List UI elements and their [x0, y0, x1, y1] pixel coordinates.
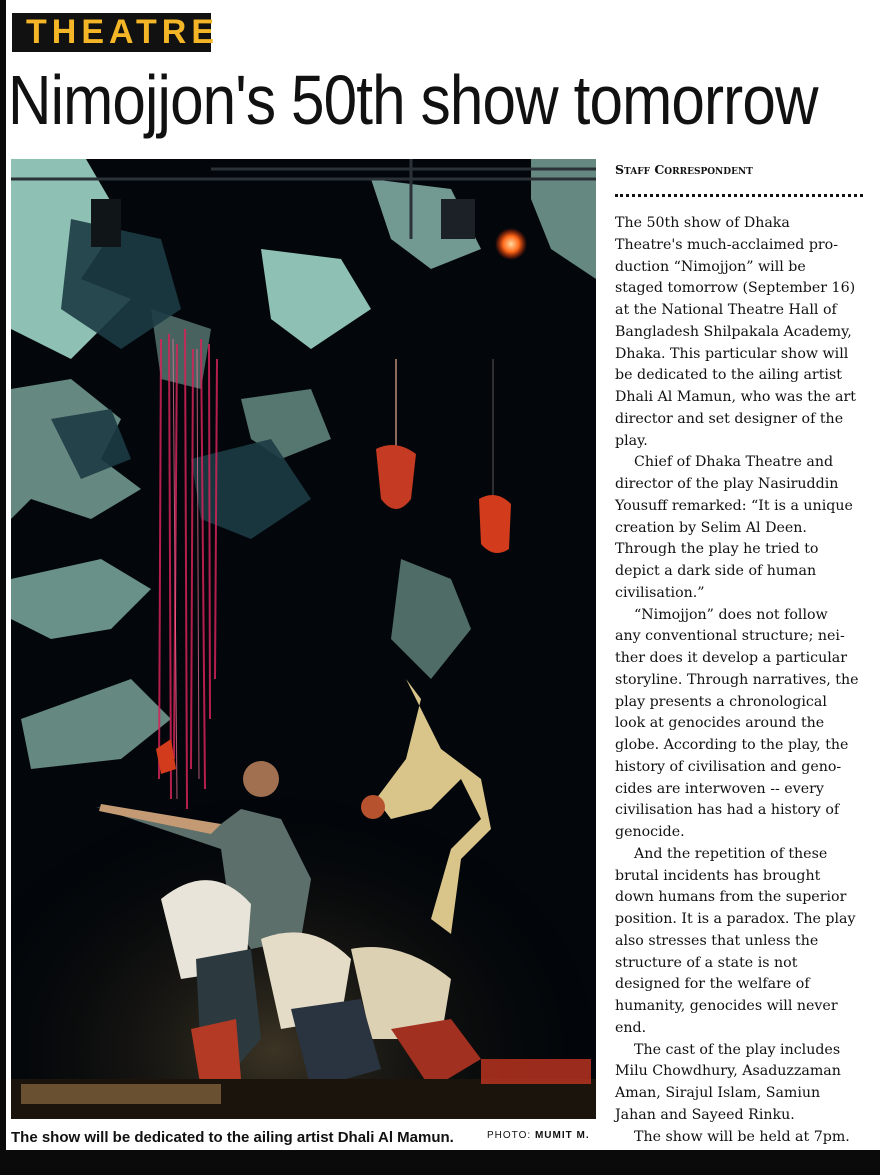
paragraph-4: [615, 844, 867, 1040]
story-line: down humans from the superior: [615, 889, 847, 906]
byline: Staff Correspondent: [615, 162, 753, 177]
story-line: look at genocides around the: [615, 715, 825, 732]
story-line: Yousuff remarked: “It is a unique: [615, 497, 853, 514]
photo-caption: The show will be dedicated to the ailing artist Dhali Al Mamun.: [11, 1129, 454, 1146]
paragraph-5: [615, 1040, 867, 1127]
paragraph-6: [615, 1127, 867, 1149]
story-line: Theatre's much-acclaimed pro-: [615, 236, 839, 253]
headline: Nimojjon's 50th show tomorrow: [8, 61, 818, 139]
story-line: civilisation.”: [615, 584, 705, 601]
story-line: globe. According to the play, the: [615, 737, 849, 753]
byline-divider: [615, 194, 863, 197]
bottom-border-bar: [0, 1150, 880, 1175]
story-line: Dhaka. This particular show will: [615, 345, 849, 362]
story-line: at the National Theatre Hall of: [615, 302, 837, 318]
story-line: Chief of Dhaka Theatre and: [634, 454, 834, 471]
story-line: cides are interwoven -- every: [615, 780, 824, 797]
story-line: genocide.: [615, 824, 685, 840]
story-line: play.: [615, 432, 648, 449]
story-line: end.: [615, 1019, 647, 1036]
left-border-bar: [0, 0, 6, 1150]
story-line: humanity, genocides will never: [615, 998, 838, 1014]
photo-credit-label: PHOTO:: [487, 1130, 532, 1141]
story-line: staged tomorrow (September 16): [615, 280, 856, 297]
photo-credit-name: MUMIT M.: [534, 1130, 590, 1141]
story-line: ther does it develop a particular: [615, 650, 848, 666]
story-line: be dedicated to the ailing artist: [615, 367, 842, 384]
story-line: Through the play he tried to: [615, 541, 819, 558]
paragraph-1: [615, 213, 867, 452]
story-line: Bangladesh Shilpakala Academy,: [615, 323, 852, 340]
story-line: history of civilisation and geno-: [615, 758, 842, 775]
story-line: duction “Nimojjon” will be: [615, 258, 806, 275]
story-line: storyline. Through narratives, the: [615, 671, 859, 688]
story-line: Milu Chowdhury, Asaduzzaman: [615, 1063, 841, 1080]
story-line: also stresses that unless the: [615, 932, 819, 949]
story-line: structure of a state is not: [615, 954, 798, 971]
story-line: brutal incidents has brought: [615, 867, 821, 884]
paragraph-2: [615, 452, 867, 604]
story-line: The cast of the play includes: [634, 1041, 841, 1058]
paragraph-3: [615, 605, 867, 844]
story-line: civilisation has had a history of: [615, 802, 840, 819]
story-line: director and set designer of the: [615, 410, 844, 427]
story-body: [615, 213, 867, 1148]
story-line: Jahan and Sayeed Rinku.: [615, 1106, 795, 1123]
stage-photo: [11, 159, 596, 1119]
story-line: The show will be held at 7pm.: [634, 1128, 850, 1145]
story-line: depict a dark side of human: [615, 563, 817, 579]
story-line: position. It is a paradox. The play: [615, 911, 856, 927]
story-line: Aman, Sirajul Islam, Samiun: [615, 1085, 821, 1101]
story-line: play presents a chronological: [615, 693, 827, 710]
story-line: director of the play Nasiruddin: [615, 476, 839, 492]
story-line: “Nimojjon” does not follow: [634, 606, 828, 623]
story-line: And the repetition of these: [634, 845, 828, 862]
photo-credit: [487, 1129, 602, 1143]
story-line: creation by Selim Al Deen.: [615, 519, 807, 536]
story-line: any conventional structure; nei-: [615, 628, 845, 645]
stage-photo-illustration: [11, 159, 596, 1119]
section-label: THEATRE: [12, 13, 211, 52]
story-line: designed for the welfare of: [615, 976, 810, 993]
story-line: The 50th show of Dhaka: [615, 215, 790, 231]
story-line: Dhali Al Mamun, who was the art: [615, 389, 856, 405]
